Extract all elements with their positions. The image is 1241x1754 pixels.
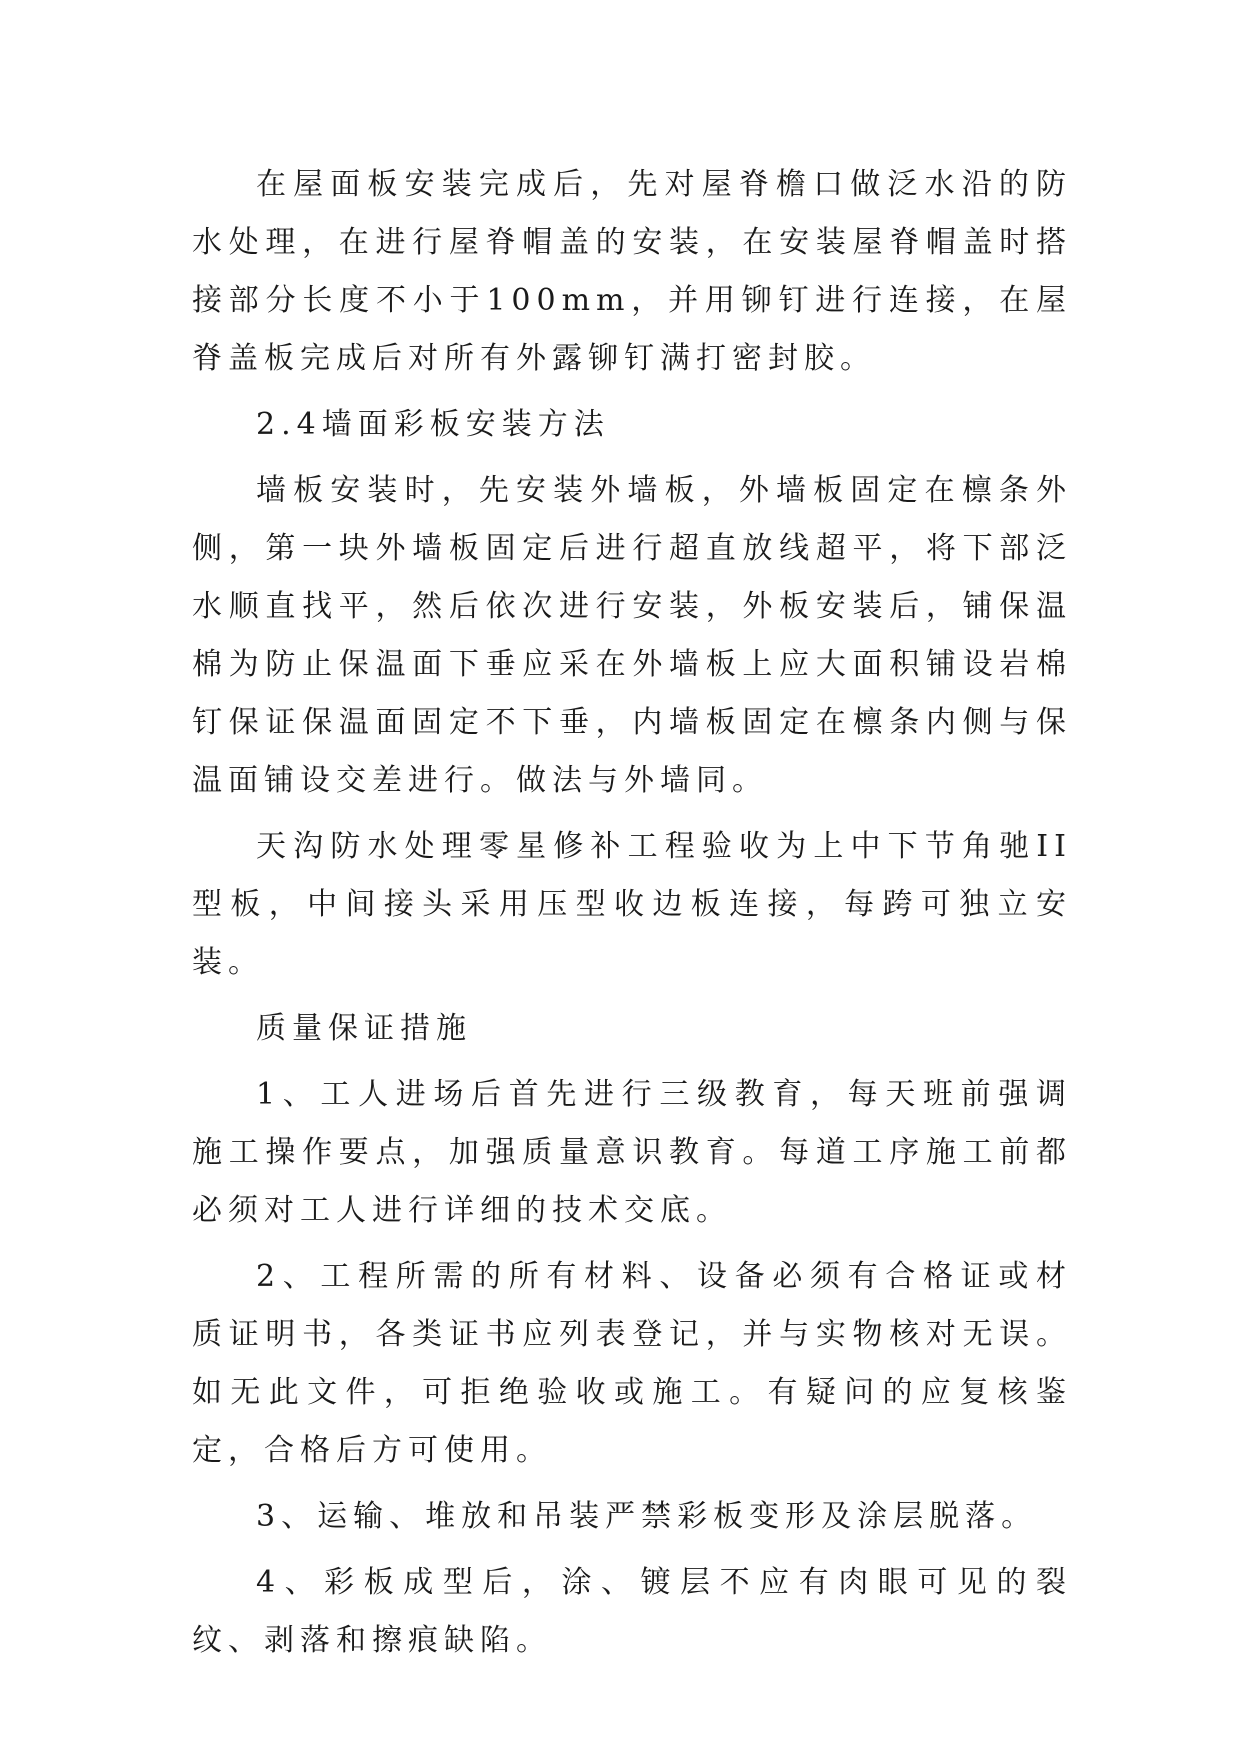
paragraph-gutter-waterproofing: 天沟防水处理零星修补工程验收为上中下节角驰II型板，中间接头采用压型收边板连接，每跨可独立安装。 — [192, 829, 1072, 980]
list-item-material-certificates: 2、工程所需的所有材料、设备必须有合格证或材质证明书，各类证书应列表登记，并与实物核对无误。如无此文件，可拒绝验收或施工。有疑问的应复核鉴定，合格后方可使用。 — [192, 1259, 1072, 1468]
paragraph-wall-panel-installation: 墙板安装时，先安装外墙板，外墙板固定在檩条外侧，第一块外墙板固定后进行超直放线超平，将下部泛水顺直找平，然后依次进行安装，外板安装后，铺保温棉为防止保温面下垂应采在外墙板上应大面积铺设岩棉钉保证保温面固定不下垂，内墙板固定在檩条内侧与保温面铺设交差进行。做法与外墙同。 — [192, 473, 1072, 798]
section-heading-wall-panel: 2.4墙面彩板安装方法 — [256, 407, 610, 442]
list-item-transport-storage: 3、运输、堆放和吊装严禁彩板变形及涂层脱落。 — [256, 1499, 1038, 1534]
list-item-worker-education: 1、工人进场后首先进行三级教育，每天班前强调施工操作要点，加强质量意识教育。每道工序施工前都必须对工人进行详细的技术交底。 — [192, 1077, 1072, 1228]
section-heading-quality-assurance: 质量保证措施 — [256, 1011, 472, 1046]
document-body — [192, 156, 1072, 1670]
paragraph-roof-ridge: 在屋面板安装完成后，先对屋脊檐口做泛水沿的防水处理，在进行屋脊帽盖的安装，在安装屋脊帽盖时搭接部分长度不小于100mm，并用铆钉进行连接，在屋脊盖板完成后对所有外露铆钉满打密封胶。 — [192, 167, 1072, 376]
list-item-panel-forming: 4、彩板成型后，涂、镀层不应有肉眼可见的裂纹、剥落和擦痕缺陷。 — [192, 1565, 1072, 1658]
